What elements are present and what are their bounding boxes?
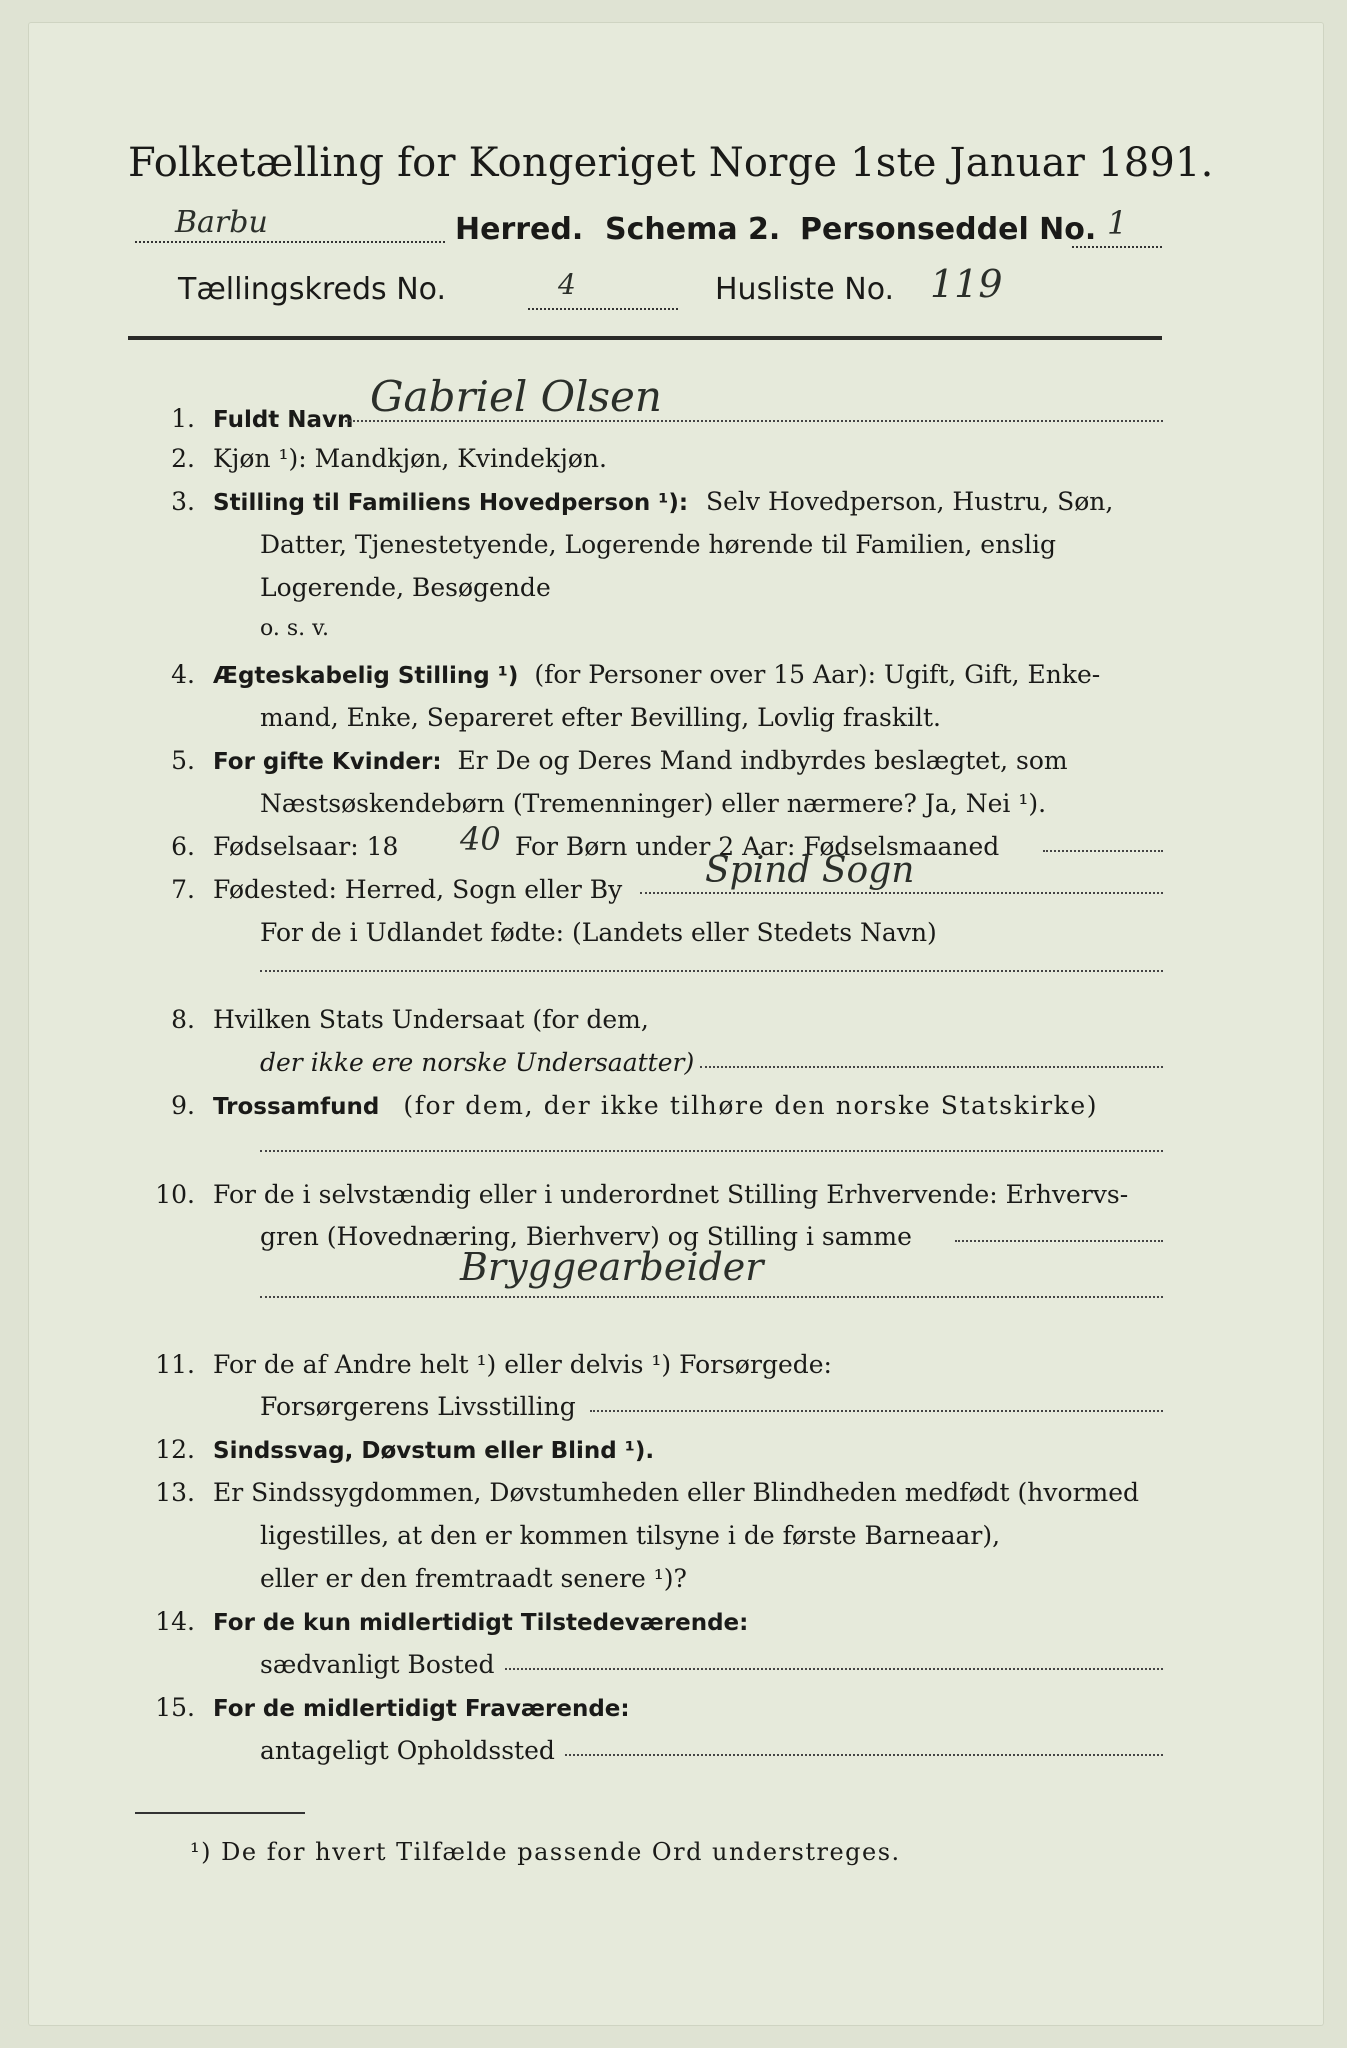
item-7-foreign-label: For de i Udlandet fødte: (Landets eller Stedets Navn) bbox=[260, 918, 937, 947]
personseddel-value: 1 bbox=[1107, 204, 1128, 242]
footnote: ¹) De for hvert Tilfælde passende Ord understreges. bbox=[190, 1838, 901, 1866]
item-13 bbox=[135, 1478, 1139, 1507]
item-10-label-2: gren (Hovednæring, Bierhverv) og Stilling i samme bbox=[260, 1222, 912, 1251]
item-15-label: For de midlertidigt Fraværende: bbox=[213, 1696, 630, 1722]
item-3-options-2: Datter, Tjenestetyende, Logerende hørende til Familien, enslig bbox=[260, 530, 1057, 559]
item-15-line bbox=[565, 1754, 1163, 1756]
item-14-label-2: sædvanligt Bosted bbox=[260, 1650, 495, 1679]
item-7 bbox=[135, 875, 622, 904]
item-number: 5. bbox=[171, 746, 195, 775]
item-11-label: For de af Andre helt ¹) eller delvis ¹) Forsørgede: bbox=[213, 1350, 832, 1379]
item-number: 15. bbox=[155, 1693, 195, 1722]
item-9 bbox=[135, 1091, 1098, 1120]
item-number: 13. bbox=[155, 1478, 195, 1507]
item-number: 1. bbox=[171, 404, 195, 433]
item-number: 12. bbox=[155, 1435, 195, 1464]
item-13-label: Er Sindssygdommen, Døvstumheden eller Blindheden medfødt (hvormed bbox=[213, 1478, 1140, 1507]
item-4-label: Ægteskabelig Stilling ¹) bbox=[213, 663, 519, 689]
kreds-label: Tællingskreds No. bbox=[178, 272, 446, 307]
item-13-label-2: ligestilles, at den er kommen tilsyne i de første Barneaar), bbox=[260, 1521, 1001, 1550]
item-1 bbox=[135, 404, 353, 433]
item-10-label: For de i selvstændig eller i underordnet Stilling Erhvervende: Erhvervs- bbox=[213, 1180, 1129, 1209]
item-4 bbox=[135, 660, 1100, 689]
item-8-label: Hvilken Stats Undersaat (for dem, bbox=[213, 1005, 649, 1034]
personseddel-field bbox=[1072, 206, 1162, 248]
item-number: 11. bbox=[155, 1350, 195, 1379]
herred-value: Barbu bbox=[175, 205, 268, 240]
item-number: 7. bbox=[171, 875, 195, 904]
item-14-line bbox=[505, 1668, 1163, 1670]
item-15 bbox=[135, 1693, 630, 1722]
item-5-question: Er De og Deres Mand indbyrdes beslægtet, som bbox=[457, 746, 1068, 775]
item-8-label-2: der ikke ere norske Undersaatter) bbox=[260, 1048, 695, 1077]
item-15-label-2: antageligt Opholdssted bbox=[260, 1736, 555, 1765]
item-5 bbox=[135, 746, 1068, 775]
item-2-label: Kjøn ¹): Mandkjøn, Kvindekjøn. bbox=[213, 444, 607, 473]
header-rule bbox=[128, 336, 1162, 340]
item-5-question-2: Næstsøskendebørn (Tremenninger) eller nærmere? Ja, Nei ¹). bbox=[260, 789, 1047, 818]
item-5-label: For gifte Kvinder: bbox=[213, 749, 442, 775]
herred-label: Herred. bbox=[455, 212, 584, 247]
item-9-label: Trossamfund bbox=[213, 1094, 380, 1120]
item-12-label: Sindssvag, Døvstum eller Blind ¹). bbox=[213, 1438, 655, 1464]
kreds-value: 4 bbox=[558, 268, 576, 301]
item-11 bbox=[135, 1350, 832, 1379]
husliste-value: 119 bbox=[930, 262, 1003, 306]
item-number: 10. bbox=[155, 1180, 195, 1209]
item-number: 14. bbox=[155, 1607, 195, 1636]
item-6 bbox=[135, 832, 398, 861]
item-12 bbox=[135, 1435, 654, 1464]
item-11-line bbox=[590, 1410, 1163, 1412]
item-11-label-2: Forsørgerens Livsstilling bbox=[260, 1392, 576, 1421]
personseddel-label: Personseddel No. bbox=[800, 212, 1097, 247]
item-number: 8. bbox=[171, 1005, 195, 1034]
item-6-label: Fødselsaar: 18 bbox=[213, 832, 399, 861]
item-9-line bbox=[260, 1150, 1163, 1152]
item-10-line bbox=[955, 1240, 1163, 1242]
item-10-value: Bryggearbeider bbox=[460, 1245, 764, 1289]
item-6-infant-label: For Børn under 2 Aar: Fødselsmaaned bbox=[515, 832, 1000, 861]
item-2 bbox=[135, 444, 607, 473]
item-1-label: Fuldt Navn bbox=[213, 407, 354, 433]
item-6-line bbox=[1043, 850, 1163, 852]
item-7-value: Spind Sogn bbox=[705, 850, 915, 891]
item-8-line bbox=[700, 1066, 1163, 1068]
item-9-note: (for dem, der ikke tilhøre den norske Statskirke) bbox=[403, 1091, 1099, 1120]
item-10-line-2 bbox=[260, 1296, 1163, 1298]
item-7-label: Fødested: Herred, Sogn eller By bbox=[213, 875, 623, 904]
item-number: 6. bbox=[171, 832, 195, 861]
husliste-label: Husliste No. bbox=[715, 272, 895, 307]
item-13-label-3: eller er den fremtraadt senere ¹)? bbox=[260, 1564, 687, 1593]
schema-label: Schema 2. bbox=[605, 212, 781, 247]
item-number: 9. bbox=[171, 1091, 195, 1120]
item-14-label: For de kun midlertidigt Tilstedeværende: bbox=[213, 1610, 749, 1636]
item-7-line-2 bbox=[260, 970, 1163, 972]
item-7-line bbox=[640, 892, 1163, 894]
item-number: 2. bbox=[171, 444, 195, 473]
item-3 bbox=[135, 487, 1113, 516]
item-4-options: (for Personer over 15 Aar): Ugift, Gift, Enke- bbox=[534, 660, 1101, 689]
item-1-value: Gabriel Olsen bbox=[370, 372, 662, 421]
item-6-value: 40 bbox=[460, 820, 501, 858]
herred-field bbox=[135, 205, 455, 245]
item-number: 4. bbox=[171, 660, 195, 689]
item-10 bbox=[135, 1180, 1128, 1209]
item-3-etc: o. s. v. bbox=[260, 616, 329, 641]
footnote-rule bbox=[135, 1812, 305, 1814]
item-8 bbox=[135, 1005, 649, 1034]
item-4-options-2: mand, Enke, Separeret efter Bevilling, Lovlig fraskilt. bbox=[260, 703, 941, 732]
kreds-field bbox=[528, 268, 678, 310]
item-3-options-3: Logerende, Besøgende bbox=[260, 573, 551, 602]
item-number: 3. bbox=[171, 487, 195, 516]
page-title: Folketælling for Kongeriget Norge 1ste Januar 1891. bbox=[128, 140, 1214, 186]
item-3-label: Stilling til Familiens Hovedperson ¹): bbox=[213, 490, 689, 516]
husliste-field bbox=[930, 262, 1080, 308]
item-3-options: Selv Hovedperson, Hustru, Søn, bbox=[706, 487, 1114, 516]
item-14 bbox=[135, 1607, 748, 1636]
